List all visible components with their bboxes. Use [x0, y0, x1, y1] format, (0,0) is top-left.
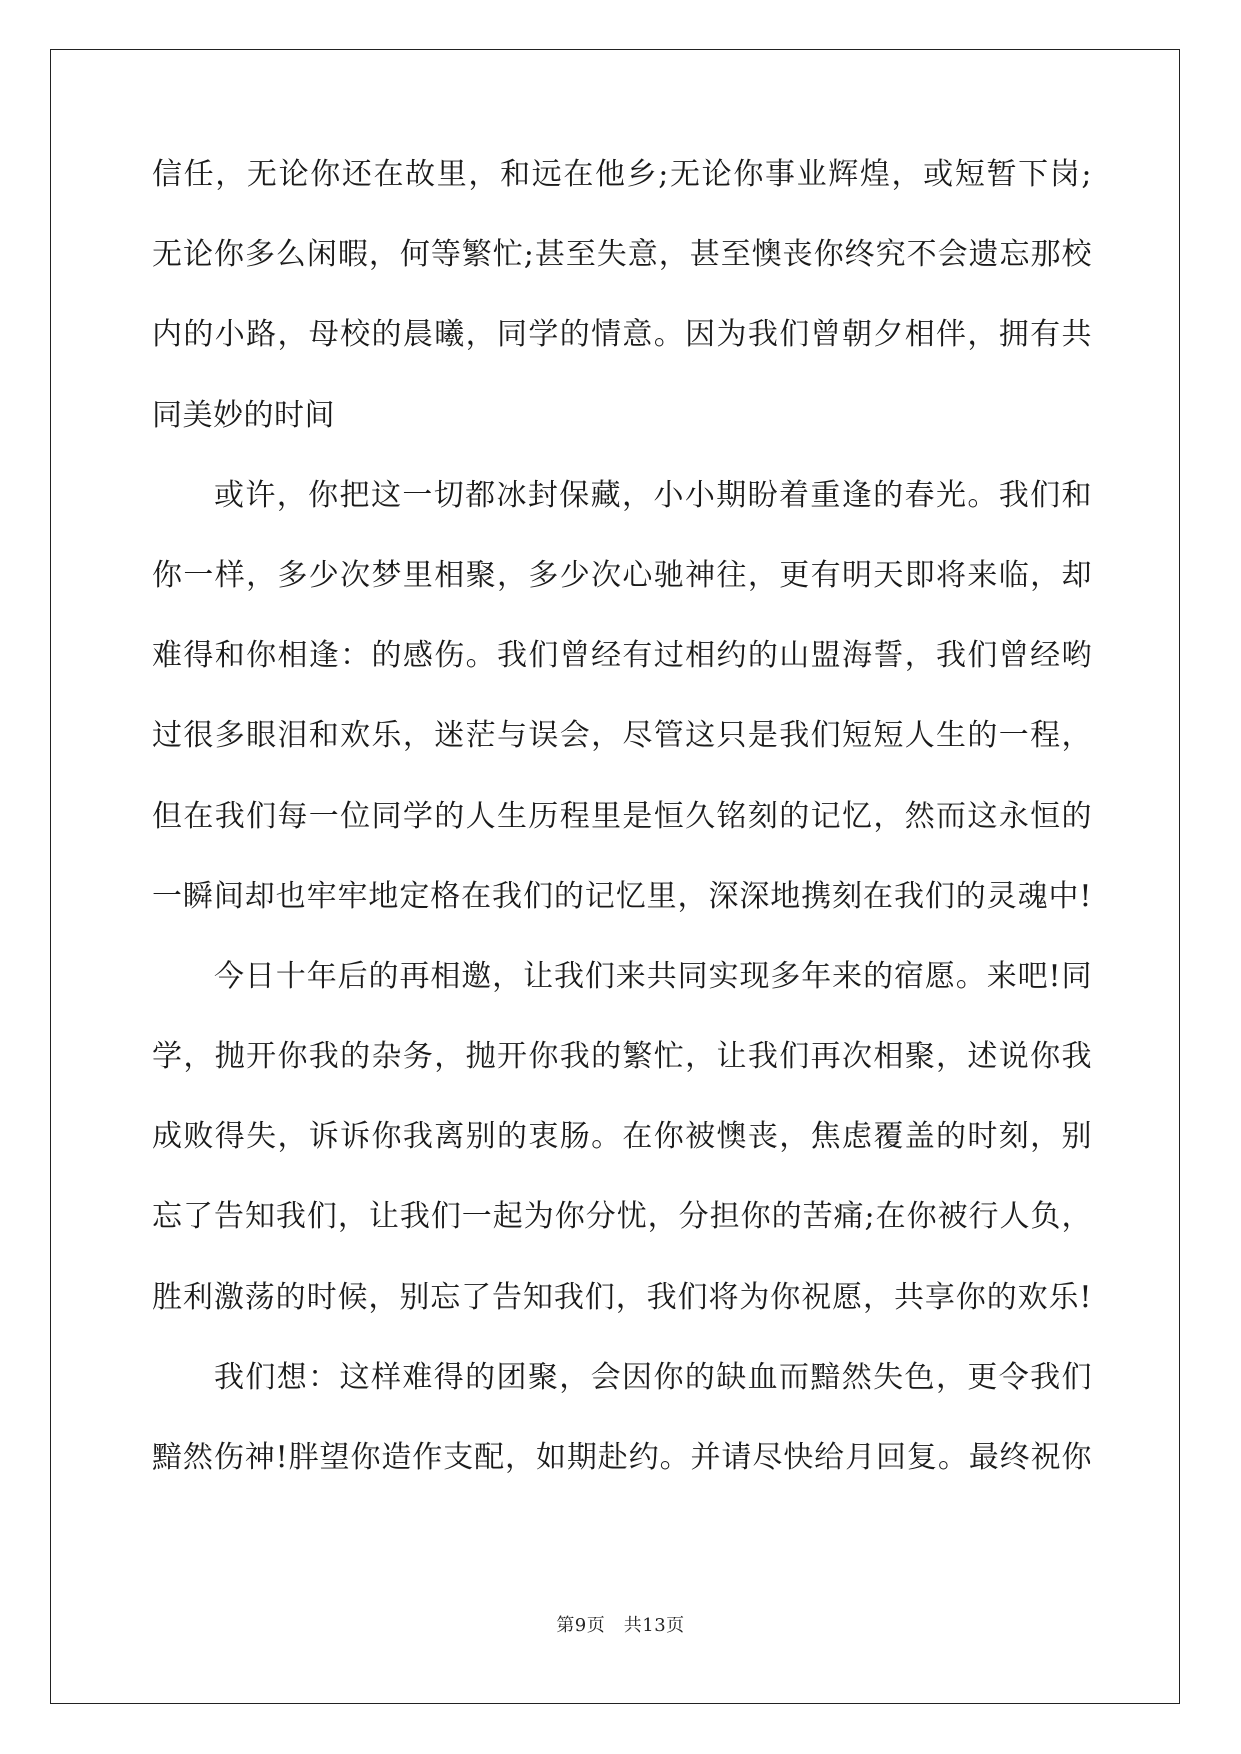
text-line: 你一样，多少次梦里相聚，多少次心驰神往，更有明天即将来临，却	[152, 557, 1092, 593]
text-line: 成败得失，诉诉你我离别的衷肠。在你被懊丧，焦虑覆盖的时刻，别	[152, 1119, 1092, 1155]
document-body	[152, 157, 1092, 1523]
text-line: 学，抛开你我的杂务，抛开你我的繁忙，让我们再次相聚，述说你我	[152, 1039, 1092, 1075]
paragraph-first-line: 或许，你把这一切都冰封保藏，小小期盼着重逢的春光。我们和	[214, 477, 1092, 513]
text-line: 无论你多么闲暇，何等繁忙;甚至失意，甚至懊丧你终究不会遗忘那校	[152, 237, 1092, 273]
paragraph-first-line: 今日十年后的再相邀，让我们来共同实现多年来的宿愿。来吧!同	[214, 958, 1092, 994]
text-line: 难得和你相逢：的感伤。我们曾经有过相约的山盟海誓，我们曾经哟	[152, 638, 1092, 674]
page-number: 第9页 共13页	[556, 1615, 685, 1636]
text-line: 胜利激荡的时候，别忘了告知我们，我们将为你祝愿，共享你的欢乐!	[152, 1279, 1092, 1315]
text-line: 过很多眼泪和欢乐，迷茫与误会，尽管这只是我们短短人生的一程，	[152, 718, 1092, 754]
text-line: 一瞬间却也牢牢地定格在我们的记忆里，深深地携刻在我们的灵魂中!	[152, 878, 1092, 914]
text-line: 同美妙的时间	[152, 397, 335, 433]
text-line: 忘了告知我们，让我们一起为你分忧，分担你的苦痛;在你被行人负，	[152, 1199, 1092, 1235]
text-line: 但在我们每一位同学的人生历程里是恒久铭刻的记忆，然而这永恒的	[152, 798, 1092, 834]
text-line: 内的小路，母校的晨曦，同学的情意。因为我们曾朝夕相伴，拥有共	[152, 317, 1092, 353]
paragraph-first-line: 我们想：这样难得的团聚，会因你的缺血而黯然失色，更令我们	[214, 1359, 1092, 1395]
text-line: 黯然伤神!胖望你造作支配，如期赴约。并请尽快给月回复。最终祝你	[152, 1440, 1092, 1475]
text-line: 信任，无论你还在故里，和远在他乡;无论你事业辉煌，或短暂下岗;	[152, 157, 1092, 192]
